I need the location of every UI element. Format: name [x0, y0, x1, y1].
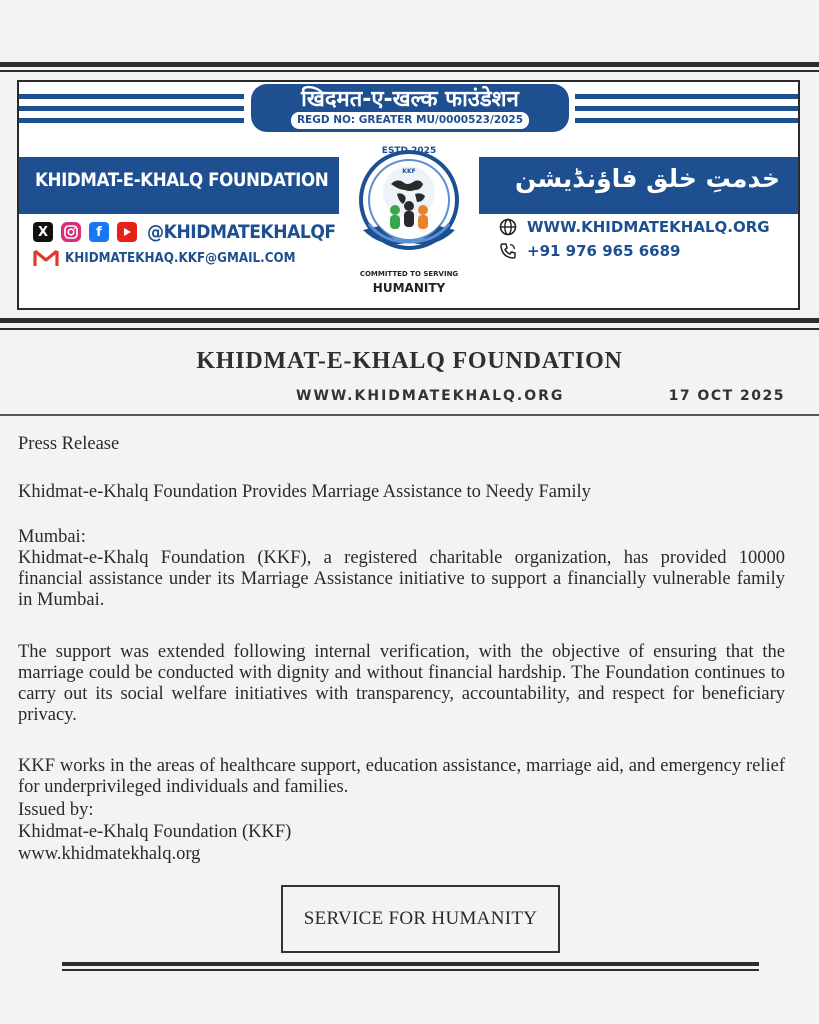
registration-number: REGD NO: GREATER MU/0000523/2025 — [291, 112, 529, 129]
letterhead-banner — [17, 80, 800, 310]
paragraph-1: Khidmat-e-Khalq Foundation (KKF), a registered charitable organization, has provided 10000 financial assistance under its Marriage Assistance initiative to support a financially vulnerable family in Mumbai. — [18, 548, 785, 610]
heading-divider — [0, 414, 819, 416]
x-icon[interactable]: X — [33, 222, 53, 242]
instagram-icon[interactable] — [61, 222, 81, 242]
paragraph-3: KKF works in the areas of healthcare support, education assistance, marriage aid, and emergency relief for underprivileged individuals and families. — [18, 756, 785, 797]
hindi-title: खिदमत-ए-खल्क फाउंडेशन — [301, 87, 519, 112]
website-link[interactable]: WWW.KHIDMATEKHALQ.ORG — [527, 218, 770, 236]
issuer-website[interactable]: www.khidmatekhalq.org — [18, 844, 201, 864]
document-date: 17 OCT 2025 — [668, 388, 785, 404]
urdu-org-name: خدمتِ خلق فاؤنڈیشن — [514, 164, 780, 193]
facebook-icon[interactable]: f — [89, 222, 109, 242]
issued-by-label: Issued by: — [18, 800, 94, 820]
gmail-icon — [33, 248, 59, 268]
phone-number[interactable]: +91 976 965 6689 — [527, 242, 681, 260]
english-org-name: KHIDMAT-E-KHALQ FOUNDATION — [35, 169, 329, 191]
email-row — [33, 247, 316, 269]
paragraph-2: The support was extended following internal verification, with the objective of ensuring that the marriage could be conducted with dignity and without financial hardship. The Foundation continues to carry out its social welfare initiatives with transparency, accountability, and respect for beneficiary privacy. — [18, 642, 785, 725]
headline: Khidmat-e-Khalq Foundation Provides Marriage Assistance to Needy Family — [18, 482, 591, 502]
logo-tagline-small: COMMITTED TO SERVING — [359, 270, 459, 278]
document-title: KHIDMAT-E-KHALQ FOUNDATION — [196, 348, 623, 374]
issuer-name: Khidmat-e-Khalq Foundation (KKF) — [18, 822, 292, 842]
right-stripe — [575, 94, 800, 99]
top-rule-thin — [0, 70, 819, 72]
logo-initials: KKF — [402, 168, 416, 175]
top-rule-thick — [0, 62, 819, 67]
logo-tagline-big: HUMANITY — [372, 281, 446, 295]
right-stripe — [575, 118, 800, 123]
left-stripe — [19, 106, 244, 111]
document-website[interactable]: WWW.KHIDMATEKHALQ.ORG — [296, 388, 565, 404]
press-release-label: Press Release — [18, 434, 120, 454]
hindi-title-pill — [251, 84, 569, 132]
youtube-icon[interactable] — [117, 222, 137, 242]
service-stamp: SERVICE FOR HUMANITY — [281, 885, 560, 953]
left-stripe — [19, 94, 244, 99]
website-row — [499, 216, 770, 238]
phone-row — [499, 240, 680, 262]
logo-estd: ESTD 2025 — [381, 146, 437, 156]
right-stripe — [575, 106, 800, 111]
banner-rule-thin — [0, 328, 819, 330]
bottom-rule-thin — [62, 969, 759, 971]
social-handle[interactable]: @KHIDMATEKHALQF — [147, 221, 336, 243]
social-links — [33, 220, 357, 244]
phone-icon — [499, 242, 517, 260]
bottom-rule-thick — [62, 962, 759, 966]
banner-rule-thick — [0, 318, 819, 323]
globe-icon — [499, 218, 517, 236]
left-stripe — [19, 118, 244, 123]
location: Mumbai: — [18, 527, 86, 547]
email-address[interactable]: KHIDMATEKHAQ.KKF@GMAIL.COM — [65, 250, 296, 266]
